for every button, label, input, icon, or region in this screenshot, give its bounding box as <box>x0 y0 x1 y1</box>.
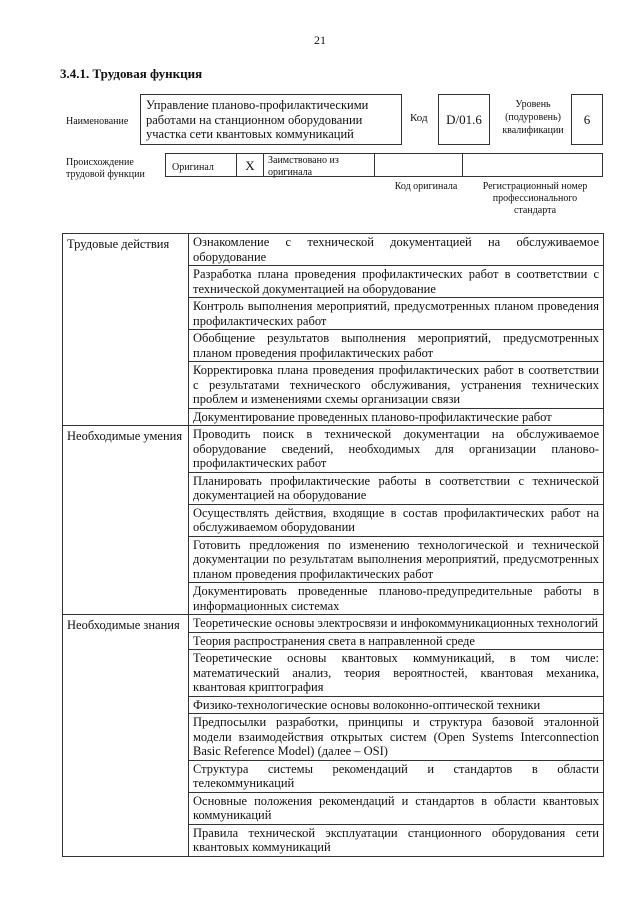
category-cell: Трудовые действия <box>63 234 189 426</box>
code-original-cell <box>374 153 463 177</box>
item-cell: Теория распространения света в направленной среде <box>189 632 604 650</box>
item-cell: Планировать профилактические работы в соответствии с технической документацией на оборудование <box>189 472 604 504</box>
original-mark: X <box>245 158 255 173</box>
item-cell: Документировать проведенные планово-предупредительные работы в информационных системах <box>189 583 604 615</box>
item-cell: Теоретические основы квантовых коммуникаций, в том числе: математический анализ, теория вероятностей, квантовая механика, квантовая криптография <box>189 650 604 697</box>
item-cell: Ознакомление с технической документацией на обслуживаемое оборудование <box>189 234 604 266</box>
reg-number-cell <box>462 153 603 177</box>
page-number: 21 <box>314 33 326 47</box>
function-name-box: Управление планово-профилактическими работами на станционном оборудовании участка сети квантовых коммуникаций <box>140 94 402 145</box>
original-cell <box>165 153 237 177</box>
item-cell: Предпосылки разработки, принципы и структура базовой эталонной модели взаимодействия открытых систем (Open Systems Interconnection Basic Reference Model) (далее – OSI) <box>189 714 604 761</box>
item-cell: Основные положения рекомендаций и стандартов в области квантовых коммуникаций <box>189 792 604 824</box>
level-label: Уровень (подуровень) квалификации <box>502 99 564 136</box>
section-title: 3.4.1. Трудовая функция <box>60 66 203 81</box>
code-label: Код <box>410 112 428 124</box>
code-value-box: D/01.6 <box>438 94 490 145</box>
level-value-box: 6 <box>571 94 603 145</box>
item-cell: Документирование проведенных планово-профилактические работ <box>189 408 604 426</box>
item-cell: Контроль выполнения мероприятий, предусмотренных планом проведения профилактических работ <box>189 298 604 330</box>
item-cell: Готовить предложения по изменению технологической и технической документации по результатам выполнения мероприятий, предусмотренных планом проведения профилактических работ <box>189 536 604 583</box>
category-cell: Необходимые умения <box>63 426 189 615</box>
table-row <box>63 426 604 473</box>
item-cell: Проводить поиск в технической документации на обслуживаемое оборудование сведений, необходимых для организации планово-профилактических работ <box>189 426 604 473</box>
item-cell: Осуществлять действия, входящие в состав профилактических работ на обслуживаемом оборудовании <box>189 504 604 536</box>
item-cell: Теоретические основы электросвязи и инфокоммуникационных технологий <box>189 615 604 633</box>
name-label: Наименование <box>66 116 129 127</box>
original-label: Оригинал <box>172 162 214 173</box>
table-row <box>63 234 604 266</box>
category-cell: Необходимые знания <box>63 615 189 857</box>
original-mark-cell <box>236 153 264 177</box>
borrowed-cell <box>263 153 375 177</box>
code-original-caption: Код оригинала <box>394 181 458 192</box>
item-cell: Структура системы рекомендаций и стандартов в области телекоммуникаций <box>189 760 604 792</box>
origin-label: Происхождение трудовой функции <box>66 157 145 180</box>
item-cell: Физико-технологические основы волоконно-оптической техники <box>189 696 604 714</box>
function-details-table <box>62 233 604 857</box>
borrowed-label: Заимствовано из оригинала <box>268 155 339 178</box>
reg-number-caption: Регистрационный номер профессионального стандарта <box>482 181 588 216</box>
table-row <box>63 615 604 633</box>
item-cell: Правила технической эксплуатации станционного оборудования сети квантовых коммуникаций <box>189 824 604 856</box>
item-cell: Разработка плана проведения профилактических работ в соответствии с технической документацией на оборудование <box>189 266 604 298</box>
item-cell: Обобщение результатов выполнения мероприятий, предусмотренных планом проведения профилактических работ <box>189 330 604 362</box>
origin-table <box>166 153 604 177</box>
item-cell: Корректировка плана проведения профилактических работ в соответствии с результатами технического обслуживания, устранения технических проблем и изменениями схемы организации связи <box>189 362 604 409</box>
